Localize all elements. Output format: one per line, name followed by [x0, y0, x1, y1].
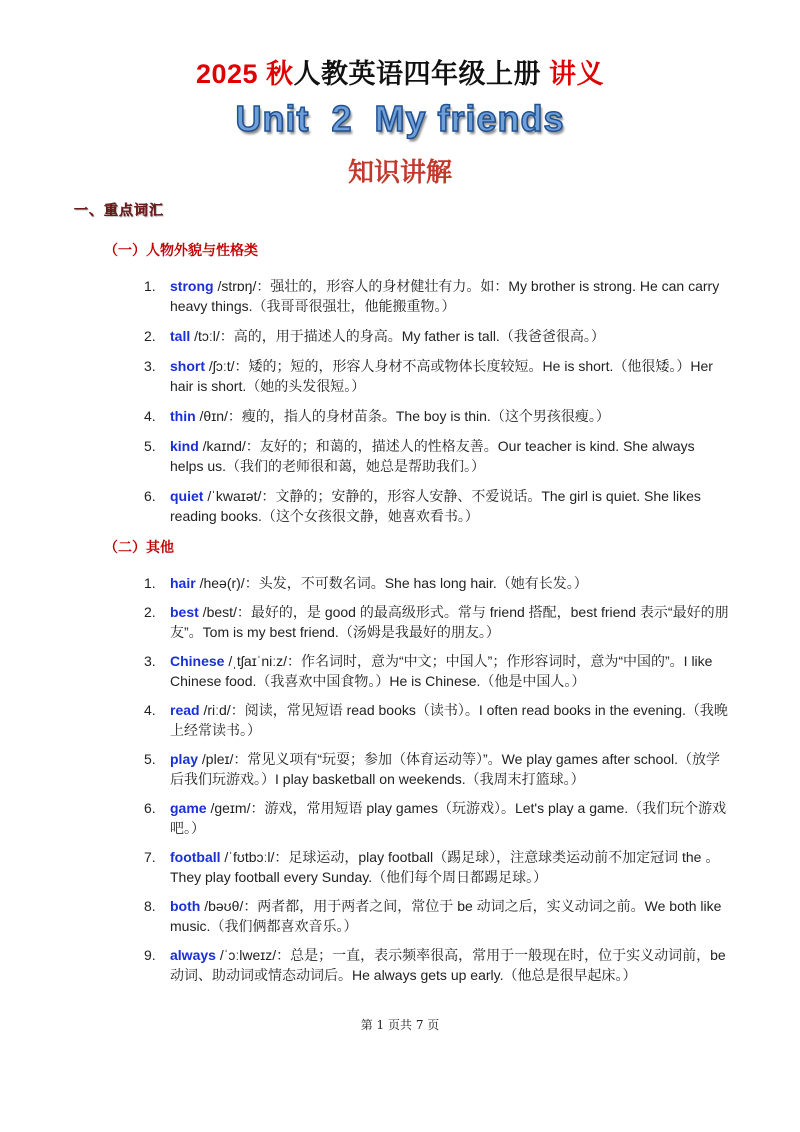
vocab-word: read — [170, 702, 200, 718]
vocab-explanation: /ʃɔːt/：矮的；短的，形容人身材不高或物体长度较短。He is short.（他很矮。）Her hair is short.（她的头发很短。） — [170, 358, 713, 394]
vocab-explanation: /θɪn/：瘦的，指人的身材苗条。The boy is thin.（这个男孩很瘦。） — [195, 408, 610, 424]
vocab-item — [138, 276, 730, 316]
vocab-word: game — [170, 800, 207, 816]
vocab-explanation: /ˈfʊtbɔːl/：足球运动，play football（踢足球），注意球类运动前不加定冠词 the 。They play football every Sunday.（他们每个周日都踢足球。） — [170, 849, 720, 885]
title-mid: 人教英语四年级上册 — [293, 59, 542, 89]
vocab-item — [138, 326, 730, 346]
page-number-footer: 第 1 页共 7 页 — [360, 1018, 440, 1032]
vocab-item — [138, 798, 730, 838]
vocab-word: play — [170, 751, 199, 767]
vocab-explanation: /bəʊθ/：两者都，用于两者之间，常位于 be 动词之后，实义动词之前。We both like music.（我们俩都喜欢音乐。） — [170, 898, 722, 934]
vocab-item — [138, 573, 730, 593]
item-number: 2. — [144, 328, 156, 344]
vocab-item — [138, 356, 730, 396]
item-number: 5. — [144, 751, 156, 767]
item-number: 6. — [144, 488, 156, 504]
vocab-word: thin — [170, 408, 196, 424]
vocab-explanation: /ˌtʃaɪˈniːz/：作名词时，意为“中文；中国人”；作形容词时，意为“中国的”。I like Chinese food.（我喜欢中国食物。）He is Chinese.（他是中国人。） — [170, 653, 713, 689]
item-number: 6. — [144, 800, 156, 816]
vocab-word: kind — [170, 438, 199, 454]
section-subtitle: 知识讲解 — [347, 158, 452, 188]
vocab-explanation: /ˈkwaɪət/：文静的；安静的，形容人安静、不爱说话。The girl is quiet. She likes reading books.（这个女孩很文静，她喜欢看书。） — [170, 488, 701, 524]
item-number: 4. — [144, 702, 156, 718]
vocab-word: always — [170, 947, 216, 963]
section-heading-vocab: 一、重点词汇 — [74, 202, 164, 218]
item-number: 2. — [144, 604, 156, 620]
item-number: 1. — [144, 575, 156, 591]
vocab-explanation: /kaɪnd/：友好的；和蔼的，描述人的性格友善。Our teacher is kind. She always helps us.（我们的老师很和蔼，她总是帮助我们。） — [170, 438, 695, 474]
vocab-list-other — [138, 573, 730, 994]
vocab-item — [138, 700, 730, 740]
vocab-explanation: /ɡeɪm/：游戏，常用短语 play games（玩游戏）。Let's play a game.（我们玩个游戏吧。） — [170, 800, 727, 836]
item-number: 3. — [144, 653, 156, 669]
vocab-word: best — [170, 604, 199, 620]
item-number: 3. — [144, 358, 156, 374]
vocab-explanation: /tɔːl/：高的，用于描述人的身高。My father is tall.（我爸爸很高。） — [190, 328, 605, 344]
title-prefix: 2025 秋 — [195, 59, 294, 89]
vocab-explanation: /heə(r)/：头发，不可数名词。She has long hair.（她有长发。） — [195, 575, 588, 591]
vocab-explanation: /riːd/：阅读，常见短语 read books（读书）。I often read books in the evening.（我晚上经常读书。） — [170, 702, 728, 738]
vocab-explanation: /pleɪ/：常见义项有“玩耍；参加（体育运动等）”。We play games after school.（放学后我们玩游戏。）I play basketball on weekends.（我周末打篮球。） — [170, 751, 721, 787]
vocab-word: Chinese — [170, 653, 225, 669]
document-title — [0, 52, 800, 91]
vocab-item — [138, 406, 730, 426]
item-number: 7. — [144, 849, 156, 865]
item-number: 4. — [144, 408, 156, 424]
vocab-explanation: /strɒŋ/：强壮的，形容人的身材健壮有力。如：My brother is strong. He can carry heavy things.（我哥哥很强壮，他能搬重物。） — [170, 278, 720, 314]
vocab-word: tall — [170, 328, 191, 344]
vocab-item — [138, 651, 730, 691]
vocab-item — [138, 847, 730, 887]
vocab-word: football — [170, 849, 221, 865]
vocab-explanation: /best/：最好的，是 good 的最高级形式。常与 friend 搭配，best friend 表示“最好的朋友”。Tom is my best friend.（汤姆是我最好的朋友。） — [170, 604, 729, 640]
vocab-item — [138, 896, 730, 936]
title-suffix: 讲义 — [549, 59, 605, 89]
vocab-word: hair — [170, 575, 196, 591]
vocab-list-appearance — [138, 276, 730, 536]
vocab-explanation: /ˈɔːlweɪz/：总是；一直，表示频率很高，常用于一般现在时，位于实义动词前，be 动词、助动词或情态动词后。He always gets up early.（他总是很早起床。） — [170, 947, 726, 983]
vocab-word: both — [170, 898, 201, 914]
vocab-word: quiet — [170, 488, 204, 504]
unit-title: Unit 2 My friends — [235, 98, 565, 139]
item-number: 1. — [144, 278, 156, 294]
vocab-item — [138, 436, 730, 476]
vocab-item — [138, 602, 730, 642]
category-heading-other: （二）其他 — [104, 539, 174, 555]
vocab-word: short — [170, 358, 205, 374]
vocab-item — [138, 749, 730, 789]
item-number: 5. — [144, 438, 156, 454]
vocab-word: strong — [170, 278, 214, 294]
item-number: 9. — [144, 947, 156, 963]
vocab-item — [138, 486, 730, 526]
vocab-item — [138, 945, 730, 985]
item-number: 8. — [144, 898, 156, 914]
category-heading-appearance: （一）人物外貌与性格类 — [104, 242, 258, 258]
